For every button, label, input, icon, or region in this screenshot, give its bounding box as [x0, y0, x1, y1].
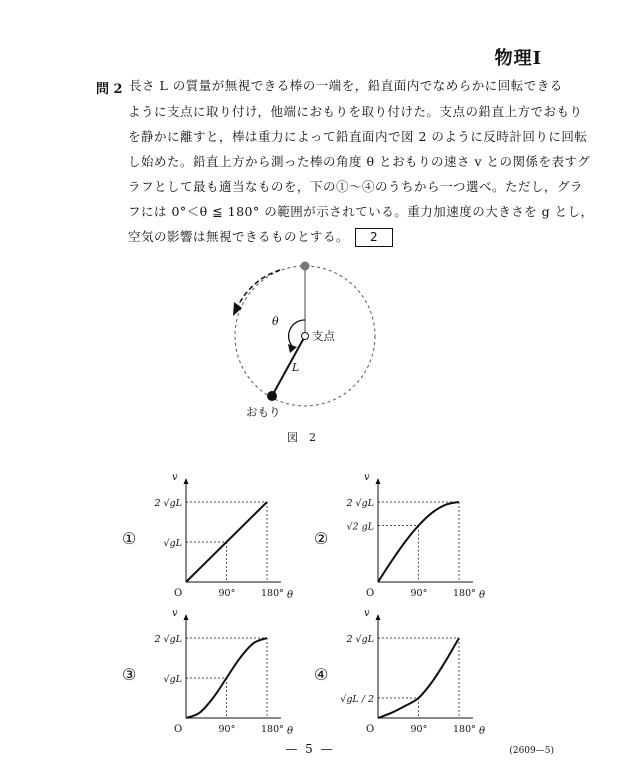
question-line: フには 0°＜θ ≦ 180° の範囲が示されている。重力加速度の大きさを g とし，: [128, 204, 594, 219]
y-tick-label: 2 √gL: [346, 634, 374, 645]
x-tick-label: 90°: [410, 588, 428, 599]
answer-box[interactable]: 2: [355, 228, 393, 247]
origin-label: O: [174, 724, 183, 735]
x-tick-label: 90°: [218, 588, 236, 599]
y-axis-label: v: [364, 608, 370, 619]
y-tick-label: 2 √gL: [154, 634, 182, 645]
origin-label: O: [366, 724, 375, 735]
pivot: [302, 333, 309, 340]
graph-marker: ②: [314, 529, 329, 548]
graph-2: [312, 470, 492, 610]
graph-1: [120, 470, 300, 610]
y-tick-label: 2 √gL: [154, 498, 182, 509]
question-line: 空気の影響は無視できるものとする。: [128, 229, 350, 244]
question-line-last: [128, 226, 393, 248]
mass-label: おもり: [246, 405, 281, 419]
y-axis-arrow: [376, 614, 381, 620]
y-axis-arrow: [184, 478, 189, 484]
question-line: し始めた。鉛直上方から測った棒の角度 θ とおもりの速さ v との関係を表すグ: [128, 154, 591, 169]
initial-mass-position: [301, 262, 310, 271]
figure-caption: 図 2: [287, 431, 316, 444]
figure-2: [220, 256, 390, 446]
y-axis-label: v: [172, 472, 178, 483]
question-number: 問 2: [96, 82, 123, 97]
graph-marker: ③: [122, 665, 137, 684]
question-line: ラフとして最も適当なものを，下の①〜④のうちから一つ選べ。ただし，グラ: [128, 179, 584, 194]
question-line: を静かに離すと，棒は重力によって鉛直面内で図 2 のように反時計回りに回転: [128, 129, 588, 144]
theta-label: θ: [272, 315, 279, 328]
question-line: 長さ L の質量が無視できる棒の一端を，鉛直面内でなめらかに回転できる: [129, 78, 563, 93]
y-tick-label: √gL: [163, 538, 182, 549]
y-tick-label: 2 √gL: [346, 498, 374, 509]
graph-3: [120, 606, 300, 746]
rotation-arrowhead: [233, 302, 242, 316]
origin-label: O: [366, 588, 375, 599]
y-tick-label: √gL / 2: [340, 694, 374, 705]
x-tick-label: 180°: [261, 724, 284, 735]
exam-code: (2609—5): [509, 746, 554, 756]
pivot-label: 支点: [312, 329, 335, 343]
y-axis-label: v: [364, 472, 370, 483]
x-tick-label: 90°: [410, 724, 428, 735]
y-axis-arrow: [376, 478, 381, 484]
x-tick-label: 180°: [453, 724, 476, 735]
mass: [267, 391, 277, 401]
x-tick-label: 180°: [453, 588, 476, 599]
y-tick-label: √gL: [163, 674, 182, 685]
y-axis-arrow: [184, 614, 189, 620]
y-axis-label: v: [172, 608, 178, 619]
x-tick-label: 90°: [218, 724, 236, 735]
graph-4: [312, 606, 492, 746]
y-tick-label: √2 gL: [346, 521, 374, 533]
x-axis-label: θ: [287, 590, 294, 601]
x-axis-label: θ: [479, 726, 486, 737]
origin-label: O: [174, 588, 183, 599]
rod-length-label: L: [292, 361, 300, 374]
x-axis-label: θ: [287, 726, 294, 737]
x-tick-label: 180°: [261, 588, 284, 599]
graph-marker: ①: [122, 529, 137, 548]
x-axis-label: θ: [479, 590, 486, 601]
graph-marker: ④: [314, 665, 329, 684]
subject-title: 物理Ⅰ: [494, 48, 542, 69]
page-number: — 5 —: [285, 742, 335, 756]
question-line: ように支点に取り付け，他端におもりを取り付けた。支点の鉛直上方でおもり: [128, 104, 583, 119]
